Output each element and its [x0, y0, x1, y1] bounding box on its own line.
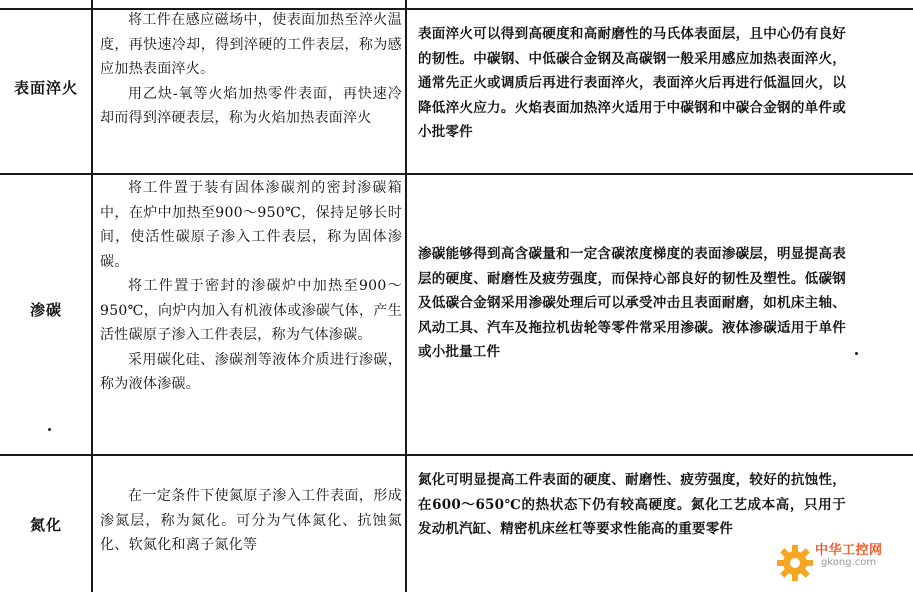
description-paragraph: 将工件置于装有固体渗碳剂的密封渗碳箱中，在炉中加热至900～950℃，保持足够长时间，使活性碳原子渗入工件表层，称为固体渗碳。: [100, 180, 402, 270]
description-paragraph: 将工件置于密封的渗碳炉中加热至900～950℃，向炉内加入有机液体或渗碳气体，产生活性碳原子渗入工件表层，称为气体渗碳。: [100, 278, 402, 343]
effect-text: 氮化可明显提高工件表面的硬度、耐磨性、疲劳强度，较好的抗蚀性，在600～650℃的热状态下仍有较高硬度。氮化工艺成本高，只用于发动机汽缸、精密机床丝杠等要求性能高的重要零件: [418, 472, 846, 537]
process-name: 氮化: [29, 516, 62, 534]
process-description: [100, 176, 402, 397]
watermark-url: gkong.com: [821, 557, 877, 568]
process-effect: [418, 242, 846, 365]
description-paragraph: 在一定条件下使氮原子渗入工件表面，形成渗氮层，称为氮化。可分为气体氮化、抗蚀氮化、软氮化和离子氮化等: [100, 488, 402, 553]
gear-icon: [775, 543, 815, 583]
scan-speck: [48, 428, 51, 431]
row-divider: [0, 173, 913, 175]
process-effect: [418, 468, 846, 542]
watermark-logo: [775, 535, 910, 590]
process-description: [100, 484, 402, 558]
watermark-title: 中华工控网: [815, 543, 883, 558]
process-name: 表面淬火: [13, 79, 78, 97]
column-divider: [405, 0, 407, 592]
scan-speck: [855, 352, 858, 355]
description-paragraph: 用乙炔-氧等火焰加热零件表面，再快速冷却而得到淬硬表层，称为火焰加热表面淬火: [100, 85, 402, 126]
description-paragraph: 将工件在感应磁场中，使表面加热至淬火温度，再快速冷却，得到淬硬的工件表层，称为感应加热表面淬火。: [100, 12, 402, 77]
description-paragraph: 采用碳化硅、渗碳剂等液体介质进行渗碳，称为液体渗碳。: [100, 351, 402, 392]
process-effect: [418, 22, 846, 145]
effect-text: 渗碳能够得到高含碳量和一定含碳浓度梯度的表面渗碳层，明显提高表层的硬度、耐磨性及疲劳强度，而保持心部良好的韧性及塑性。低碳钢及低碳合金钢采用渗碳处理后可以承受冲击且表面耐磨，如机床主轴、风动工具、汽车及拖拉机齿轮等零件常采用渗碳。液体渗碳适用于单件或小批量工件: [418, 246, 846, 360]
process-name: 渗碳: [29, 301, 62, 319]
row-divider: [0, 454, 913, 456]
process-description: [100, 8, 402, 131]
effect-text: 表面淬火可以得到高硬度和高耐磨性的马氏体表面层，且中心仍有良好的韧性。中碳钢、中低碳合金钢及高碳钢一般采用感应加热表面淬火，通常先正火或调质后再进行表面淬火，表面淬火后再进行低温回火，以降低淬火应力。火焰表面加热淬火适用于中碳钢和中碳合金钢的单件或小批零件: [418, 26, 846, 140]
